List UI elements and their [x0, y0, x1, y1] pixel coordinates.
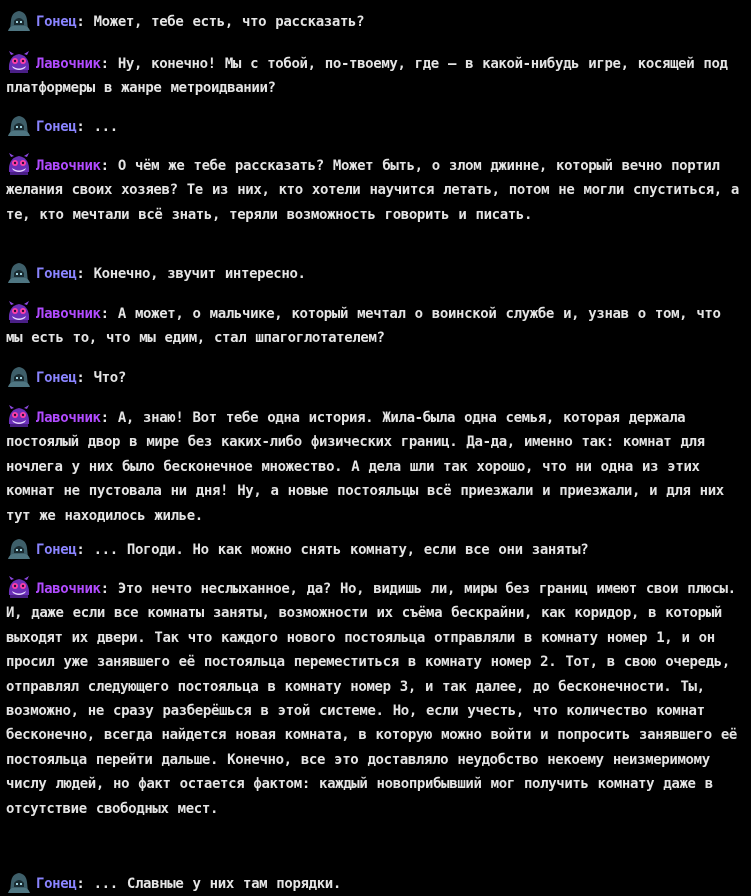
- shopkeeper-creature-icon: [6, 404, 32, 428]
- dialog-line: Гонец: Что?: [6, 364, 744, 390]
- speaker-name: Лавочник: [36, 158, 101, 174]
- dialog-line: Лавочник: О чём же тебе рассказать? Может быть, о злом джинне, который вечно портил желания своих хозяев? Те из них, кто хотели научится летать, потом не могли спуститься, а те, кто мечтали всё знать, теряли возможность говорить и писать.: [6, 152, 744, 227]
- speaker-name: Лавочник: [36, 306, 101, 322]
- speaker-name: Лавочник: [36, 581, 101, 597]
- dialog-line: Гонец: ... Погоди. Но как можно снять комнату, если все они заняты?: [6, 536, 744, 562]
- dialog-line: Лавочник: А, знаю! Вот тебе одна история. Жила-была одна семья, которая держала постоялый двор в мире без каких-либо физических границ. Да-да, именно так: комнат для ночлега у них было бесконечное множество. А дела шли так хорошо, что ни одна из этих комнат не пустовала ни дня! Ну, а новые постояльцы всё приезжали и приезжали, и для них тут же находилось жилье.: [6, 404, 744, 528]
- shopkeeper-creature-icon: [6, 50, 32, 74]
- speaker-name: Гонец: [36, 370, 77, 386]
- speaker-name: Гонец: [36, 876, 77, 892]
- speaker-name: Гонец: [36, 14, 77, 30]
- dialog-text: Что?: [93, 370, 126, 386]
- dialog-line: Лавочник: Ну, конечно! Мы с тобой, по-твоему, где — в какой-нибудь игре, косящей под платформеры в жанре метроидвании?: [6, 50, 744, 101]
- hooded-runner-icon: [6, 113, 32, 137]
- shopkeeper-creature-icon: [6, 300, 32, 324]
- speaker-name: Лавочник: [36, 56, 101, 72]
- dialog-text: ...: [93, 119, 118, 135]
- speaker-name: Гонец: [36, 542, 77, 558]
- dialog-text: А, знаю! Вот тебе одна история. Жила-была одна семья, которая держала постоялый двор в мире без каких-либо физических границ. Да-да, именно так: комнат для ночлега у них было бесконечное множество. А дела шли так хорошо, что ни одна из этих комнат не пустовала ни дня! Ну, а новые постояльцы всё приезжали и приезжали, и для них тут же находилось жилье.: [6, 410, 724, 524]
- shopkeeper-creature-icon: [6, 152, 32, 176]
- speaker-name: Гонец: [36, 266, 77, 282]
- dialog-line: Гонец: ... Славные у них там порядки.: [6, 870, 744, 896]
- hooded-runner-icon: [6, 870, 32, 894]
- hooded-runner-icon: [6, 8, 32, 32]
- dialog-line: Лавочник: Это нечто неслыханное, да? Но, видишь ли, миры без границ имеют свои плюсы. И, даже если все комнаты заняты, возможности их съёма бескрайни, как коридор, в который выходят их двери. Так что каждого нового постояльца отправляли в комнату номер 1, и он просил уже занявшего её постояльца переместиться в комнату номер 2. Тот, в свою очередь, отправлял следующего постояльца в комнату номер 3, и так далее, до бесконечности. Ты, возможно, не сразу разберёшься в этой системе. Но, если учесть, что количество комнат бесконечно, всегда найдется новая комната, в которую можно войти и попросить занявшего её постояльца перейти дальше. Конечно, все это доставляло неудобство некоему неизмеримому числу людей, но факт остается фактом: каждый новоприбывший мог получить комнату даже в отсутствие свободных мест.: [6, 575, 744, 821]
- hooded-runner-icon: [6, 260, 32, 284]
- dialog-text: О чём же тебе рассказать? Может быть, о злом джинне, который вечно портил желания своих хозяев? Те из них, кто хотели научится летать, потом не могли спуститься, а те, кто мечтали всё знать, теряли возможность говорить и писать.: [6, 158, 740, 223]
- dialog-text: ... Славные у них там порядки.: [93, 876, 341, 892]
- dialog-text: Конечно, звучит интересно.: [93, 266, 306, 282]
- dialog-text: ... Погоди. Но как можно снять комнату, если все они заняты?: [93, 542, 589, 558]
- shopkeeper-creature-icon: [6, 575, 32, 599]
- dialog-text: Ну, конечно! Мы с тобой, по-твоему, где — в какой-нибудь игре, косящей под платформеры в жанре метроидвании?: [6, 56, 728, 97]
- speaker-name: Лавочник: [36, 410, 101, 426]
- dialog-text: Это нечто неслыханное, да? Но, видишь ли, миры без границ имеют свои плюсы. И, даже если все комнаты заняты, возможности их съёма бескрайни, как коридор, в который выходят их двери. Так что каждого нового постояльца отправляли в комнату номер 1, и он просил уже занявшего её постояльца переместиться в комнату номер 2. Тот, в свою очередь, отправлял следующего постояльца в комнату номер 3, и так далее, до бесконечности. Ты, возможно, не сразу разберёшься в этой системе. Но, если учесть, что количество комнат бесконечно, всегда найдется новая комната, в которую можно войти и попросить занявшего её постояльца перейти дальше. Конечно, все это доставляло неудобство некоему неизмеримому числу людей, но факт остается фактом: каждый новоприбывший мог получить комнату даже в отсутствие свободных мест.: [6, 581, 738, 817]
- hooded-runner-icon: [6, 536, 32, 560]
- hooded-runner-icon: [6, 364, 32, 388]
- dialog-line: Лавочник: А может, о мальчике, который мечтал о воинской службе и, узнав о том, что мы есть то, что мы едим, стал шпагоглотателем?: [6, 300, 744, 351]
- dialog-line: Гонец: Конечно, звучит интересно.: [6, 260, 744, 286]
- dialog-text: Может, тебе есть, что рассказать?: [93, 14, 365, 30]
- dialog-text: А может, о мальчике, который мечтал о воинской службе и, узнав о том, что мы есть то, что мы едим, стал шпагоглотателем?: [6, 306, 721, 347]
- dialog-line: Гонец: ...: [6, 113, 744, 139]
- dialog-line: Гонец: Может, тебе есть, что рассказать?: [6, 8, 744, 34]
- speaker-name: Гонец: [36, 119, 77, 135]
